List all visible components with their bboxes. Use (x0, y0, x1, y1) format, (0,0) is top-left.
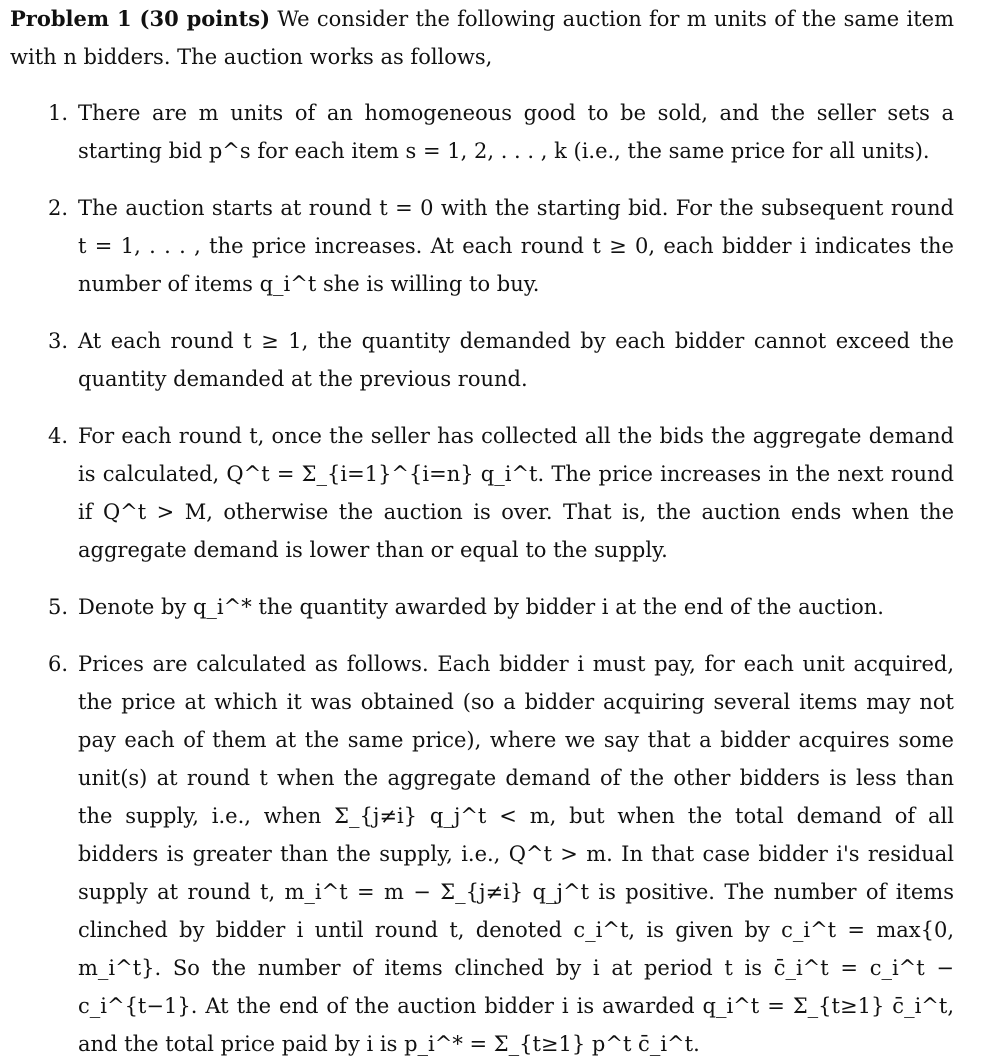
list-item-text: For each round t, once the seller has collected all the bids the aggregate demand is calculated, Q^t = Σ_{i=1}^{i=n} q_i^t. The price increases in the next round if Q^t > M, otherwise the auction is over. That is, the auction ends when the aggregate demand is lower than or equal to the supply. (78, 424, 954, 562)
problem-heading: Problem 1 (30 points) (10, 6, 271, 31)
problem-intro (10, 0, 954, 76)
list-item (10, 645, 954, 1063)
list-item-text: Denote by q_i^* the quantity awarded by bidder i at the end of the auction. (78, 595, 884, 619)
list-item (10, 417, 954, 569)
list-item (10, 588, 954, 626)
list-item-number: 3. (47, 329, 68, 353)
problem-intro-text: We consider the following auction for m units of the same item with n bidders. The auction works as follows, (10, 7, 954, 69)
list-item-number: 2. (47, 196, 68, 220)
list-item-text: At each round t ≥ 1, the quantity demanded by each bidder cannot exceed the quantity demanded at the previous round. (78, 329, 954, 391)
list-item-text: The auction starts at round t = 0 with the starting bid. For the subsequent round t = 1, . . . , the price increases. At each round t ≥ 0, each bidder i indicates the number of items q_i^t she is willing to buy. (78, 196, 954, 296)
list-item-number: 4. (47, 424, 68, 448)
rules-list (10, 94, 954, 1063)
list-item (10, 94, 954, 170)
list-item-number: 6. (47, 652, 68, 676)
list-item-number: 5. (47, 595, 68, 619)
list-item (10, 189, 954, 303)
list-item (10, 322, 954, 398)
list-item-text: Prices are calculated as follows. Each bidder i must pay, for each unit acquired, the price at which it was obtained (so a bidder acquiring several items may not pay each of them at the same price), where we say that a bidder acquires some unit(s) at round t when the aggregate demand of the other bidders is less than the supply, i.e., when Σ_{j≠i} q_j^t < m, but when the total demand of all bidders is greater than the supply, i.e., Q^t > m. In that case bidder i's residual supply at round t, m_i^t = m − Σ_{j≠i} q_j^t is positive. The number of items clinched by bidder i until round t, denoted c_i^t, is given by c_i^t = max{0, m_i^t}. So the number of items clinched by i at period t is c̄_i^t = c_i^t − c_i^{t−1}. At the end of the auction bidder i is awarded q_i^t = Σ_{t≥1} c̄_i^t, and the total price paid by i is p_i^* = Σ_{t≥1} p^t c̄_i^t. (78, 652, 954, 1056)
list-item-text: There are m units of an homogeneous good to be sold, and the seller sets a starting bid p^s for each item s = 1, 2, . . . , k (i.e., the same price for all units). (78, 101, 954, 163)
list-item-number: 1. (47, 101, 68, 125)
